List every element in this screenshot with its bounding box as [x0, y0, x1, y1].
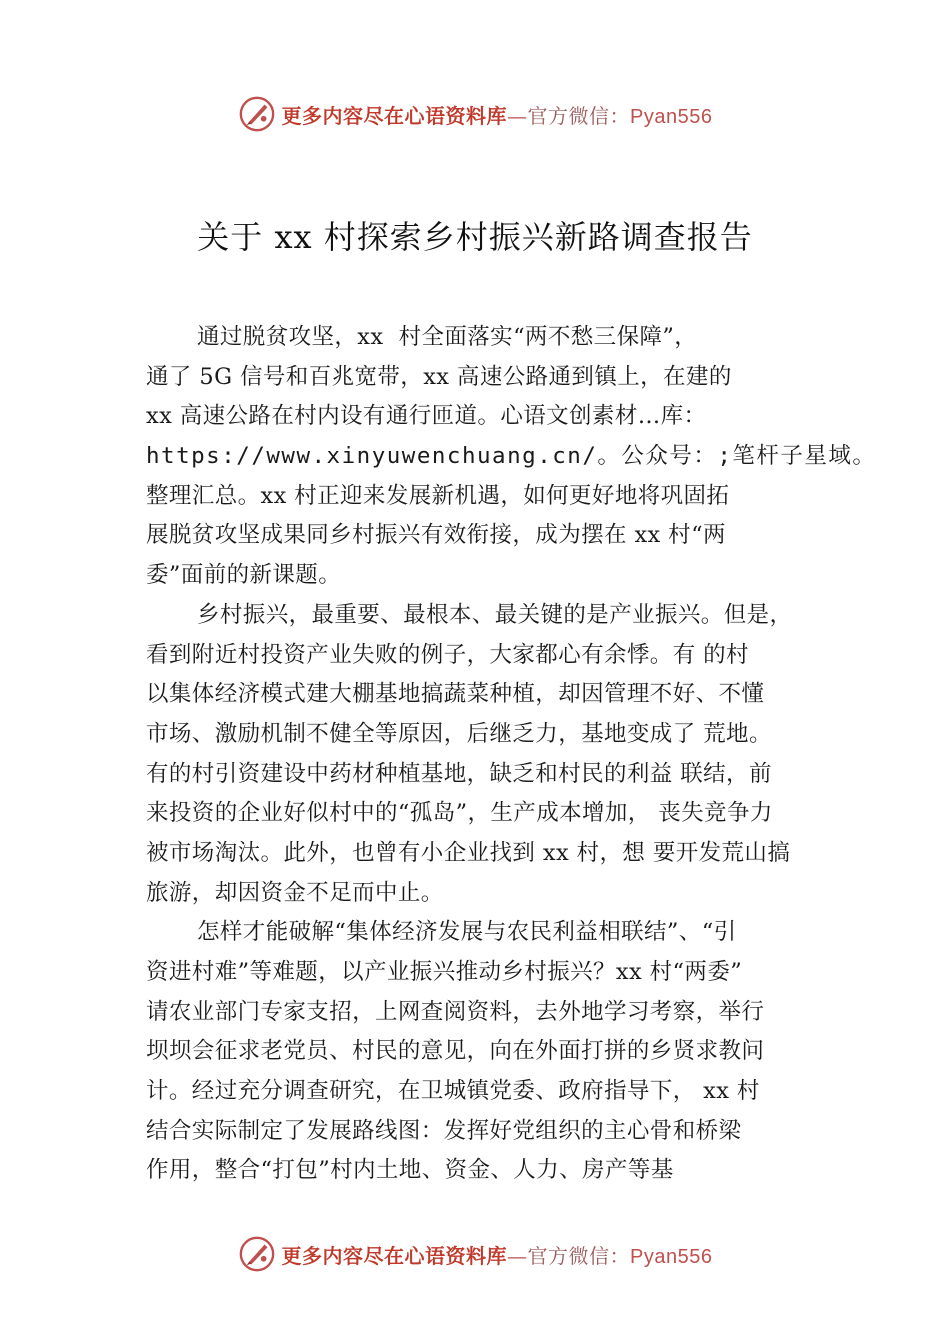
paragraph-1-line-7: 委”面前的新课题。	[146, 562, 342, 589]
banner-separator: —	[507, 1243, 528, 1268]
paragraph-3-line-1: 怎样才能破解“集体经济发展与农民利益相联结”、“引	[197, 919, 737, 946]
header-banner	[0, 92, 950, 136]
paragraph-3-line-2: 资进村难”等难题，以产业振兴推动乡村振兴？xx 村“两委”	[146, 959, 743, 985]
footer-banner	[0, 1232, 950, 1276]
banner-main-text: 更多内容尽在心语资料库	[281, 103, 508, 128]
paragraph-3-line-4: 坝坝会征求老党员、村民的意见，向在外面打拼的乡贤求教问	[146, 1038, 765, 1065]
banner-wechat-id: Pyan556	[630, 105, 713, 128]
paragraph-2-line-6: 来投资的企业好似村中的“孤岛”，生产成本增加， 丧失竞争力	[146, 800, 773, 827]
paragraph-1-line-6: 展脱贫攻坚成果同乡村振兴有效衔接，成为摆在 xx 村“两	[146, 522, 726, 549]
paragraph-2-line-5: 有的村引资建设中药材种植基地，缺乏和村民的利益 联结，前	[146, 760, 772, 787]
document-body	[146, 318, 877, 1191]
paragraph-1-line-1: 通过脱贫攻坚，xx 村全面落实“两不愁三保障”，	[197, 324, 698, 350]
banner-wechat-label: 官方微信：	[527, 103, 631, 128]
header-banner-text	[282, 100, 713, 129]
banner-main-text: 更多内容尽在心语资料库	[281, 1243, 508, 1268]
banner-wechat-id: Pyan556	[630, 1245, 713, 1268]
paragraph-1-line-4: https://www.xinyuwenchuang.cn/。公众号：;笔杆子星域。	[146, 443, 877, 470]
quill-pen-logo-icon	[238, 1235, 276, 1273]
paragraph-1-line-5: 整理汇总。xx 村正迎来发展新机遇，如何更好地将巩固拓	[146, 482, 730, 509]
paragraph-2-line-2: 看到附近村投资产业失败的例子，大家都心有余悸。有 的村	[146, 641, 749, 668]
paragraph-2-line-8: 旅游，却因资金不足而中止。	[146, 879, 444, 906]
paragraph-3-line-6: 结合实际制定了发展路线图：发挥好党组织的主心骨和桥梁	[146, 1117, 742, 1144]
paragraph-1-line-2: 通了 5G 信号和百兆宽带，xx 高速公路通到镇上，在建的	[146, 363, 732, 390]
footer-banner-text	[282, 1240, 713, 1269]
paragraph-1-line-3: xx 高速公路在村内设有通行匝道。心语文创素材…库：	[146, 403, 707, 430]
page-title: 关于 xx 村探索乡村振兴新路调查报告	[197, 218, 753, 256]
banner-separator: —	[507, 103, 528, 128]
paragraph-2-line-4: 市场、激励机制不健全等原因，后继乏力，基地变成了 荒地。	[146, 720, 772, 747]
banner-wechat-label: 官方微信：	[527, 1243, 631, 1268]
paragraph-2-line-3: 以集体经济模式建大棚基地搞蔬菜种植，却因管理不好、不懂	[146, 681, 765, 708]
paragraph-3-line-5: 计。经过充分调查研究，在卫城镇党委、政府指导下， xx 村	[146, 1078, 760, 1105]
paragraph-3-line-7: 作用，整合“打包”村内土地、资金、人力、房产等基	[146, 1157, 674, 1184]
paragraph-2-line-1: 乡村振兴，最重要、最根本、最关键的是产业振兴。但是，	[197, 601, 793, 628]
paragraph-2-line-7: 被市场淘汰。此外，也曾有小企业找到 xx 村，想 要开发荒山搞	[146, 839, 791, 866]
quill-pen-logo-icon	[238, 95, 276, 133]
paragraph-3-line-3: 请农业部门专家支招，上网查阅资料，去外地学习考察，举行	[146, 998, 765, 1025]
